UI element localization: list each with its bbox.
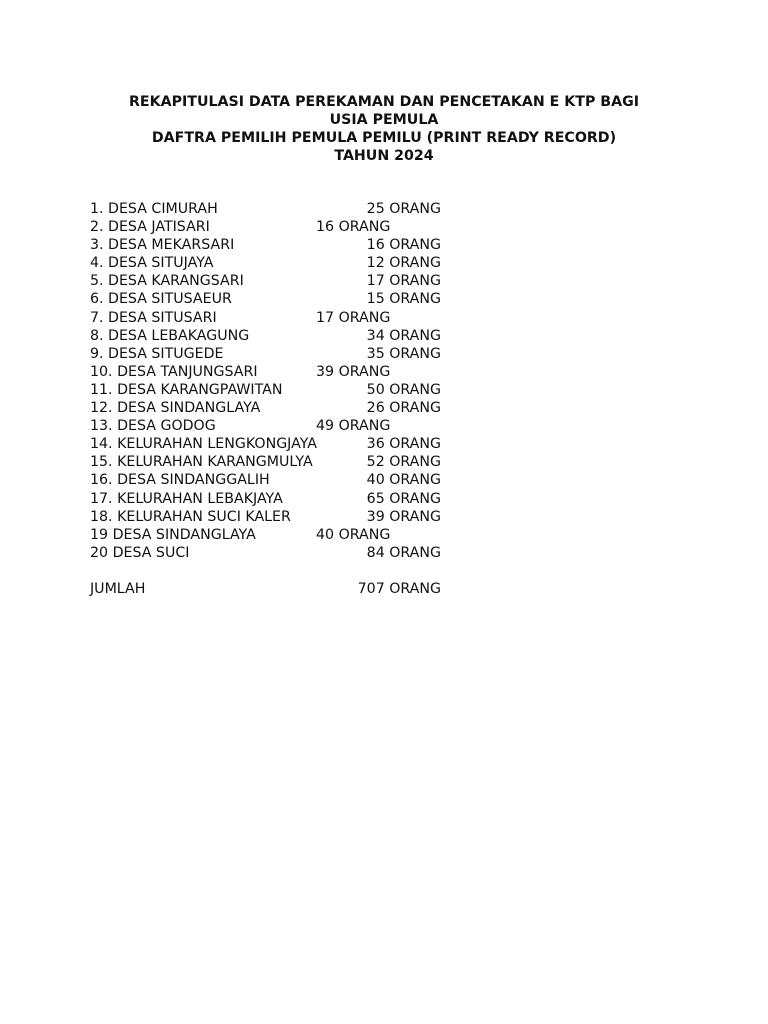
list-item — [90, 218, 470, 236]
village-name: 20 DESA SUCI — [90, 544, 190, 561]
list-item — [90, 309, 470, 327]
village-name: 11. DESA KARANGPAWITAN — [90, 381, 283, 398]
village-name: 3. DESA MEKARSARI — [90, 237, 235, 254]
voter-count: 65 ORANG — [366, 490, 441, 507]
title-line: USIA PEMULA — [329, 112, 439, 128]
list-item — [90, 453, 470, 471]
title-line: DAFTRA PEMILIH PEMULA PEMILU (PRINT READY RECORD) — [151, 130, 617, 146]
village-name: 2. DESA JATISARI — [90, 219, 210, 236]
title-line: TAHUN 2024 — [334, 148, 434, 164]
village-name: 16. DESA SINDANGGALIH — [90, 472, 270, 489]
list-item — [90, 327, 470, 345]
voter-count: 25 ORANG — [366, 201, 441, 217]
total-label: JUMLAH — [90, 581, 146, 597]
list-item — [90, 399, 470, 417]
list-item — [90, 490, 470, 508]
list-item — [90, 345, 470, 363]
list-item — [90, 254, 470, 272]
village-name: 19 DESA SINDANGLAYA — [90, 526, 256, 543]
village-name: 8. DESA LEBAKAGUNG — [90, 327, 250, 344]
voter-count: 39 ORANG — [316, 363, 391, 380]
voter-count: 17 ORANG — [366, 273, 441, 290]
village-name: 5. DESA KARANGSARI — [90, 273, 244, 290]
village-name: 14. KELURAHAN LENGKONGJAYA — [90, 436, 317, 453]
voter-count: 40 ORANG — [316, 526, 391, 543]
voter-count: 36 ORANG — [366, 436, 441, 453]
voter-count: 16 ORANG — [316, 219, 391, 236]
list-item — [90, 508, 470, 526]
village-name: 4. DESA SITUJAYA — [90, 255, 214, 272]
voter-count: 35 ORANG — [366, 345, 441, 362]
voter-count: 84 ORANG — [366, 544, 441, 561]
voter-count: 26 ORANG — [366, 400, 441, 417]
voter-count: 34 ORANG — [366, 327, 441, 344]
document-title — [0, 93, 768, 165]
total-row — [90, 580, 470, 598]
voter-count: 49 ORANG — [316, 418, 391, 435]
list-item — [90, 236, 470, 254]
list-item — [90, 526, 470, 544]
village-name: 15. KELURAHAN KARANGMULYA — [90, 454, 313, 471]
list-item — [90, 290, 470, 308]
village-name: 6. DESA SITUSAEUR — [90, 291, 232, 308]
village-name: 10. DESA TANJUNGSARI — [90, 363, 258, 380]
list-item — [90, 417, 470, 435]
village-name: 1. DESA CIMURAH — [90, 201, 218, 217]
voter-count: 12 ORANG — [366, 255, 441, 272]
list-item — [90, 200, 470, 218]
village-name: 12. DESA SINDANGLAYA — [90, 400, 261, 417]
village-list — [90, 200, 470, 562]
list-item — [90, 272, 470, 290]
list-item — [90, 544, 470, 562]
village-name: 9. DESA SITUGEDE — [90, 345, 224, 362]
village-name: 17. KELURAHAN LEBAKJAYA — [90, 490, 283, 507]
voter-count: 39 ORANG — [366, 508, 441, 525]
voter-count: 40 ORANG — [366, 472, 441, 489]
title-line: REKAPITULASI DATA PEREKAMAN DAN PENCETAKAN E KTP BAGI — [129, 94, 639, 110]
voter-count: 15 ORANG — [366, 291, 441, 308]
voter-count: 17 ORANG — [316, 309, 391, 326]
total-count: 707 ORANG — [357, 581, 441, 597]
village-name: 13. DESA GODOG — [90, 418, 216, 435]
voter-count: 52 ORANG — [366, 454, 441, 471]
voter-count: 16 ORANG — [366, 237, 441, 254]
village-name: 18. KELURAHAN SUCI KALER — [90, 508, 291, 525]
list-item — [90, 363, 470, 381]
list-item — [90, 381, 470, 399]
voter-count: 50 ORANG — [366, 381, 441, 398]
list-item — [90, 471, 470, 489]
list-item — [90, 435, 470, 453]
village-name: 7. DESA SITUSARI — [90, 309, 217, 326]
